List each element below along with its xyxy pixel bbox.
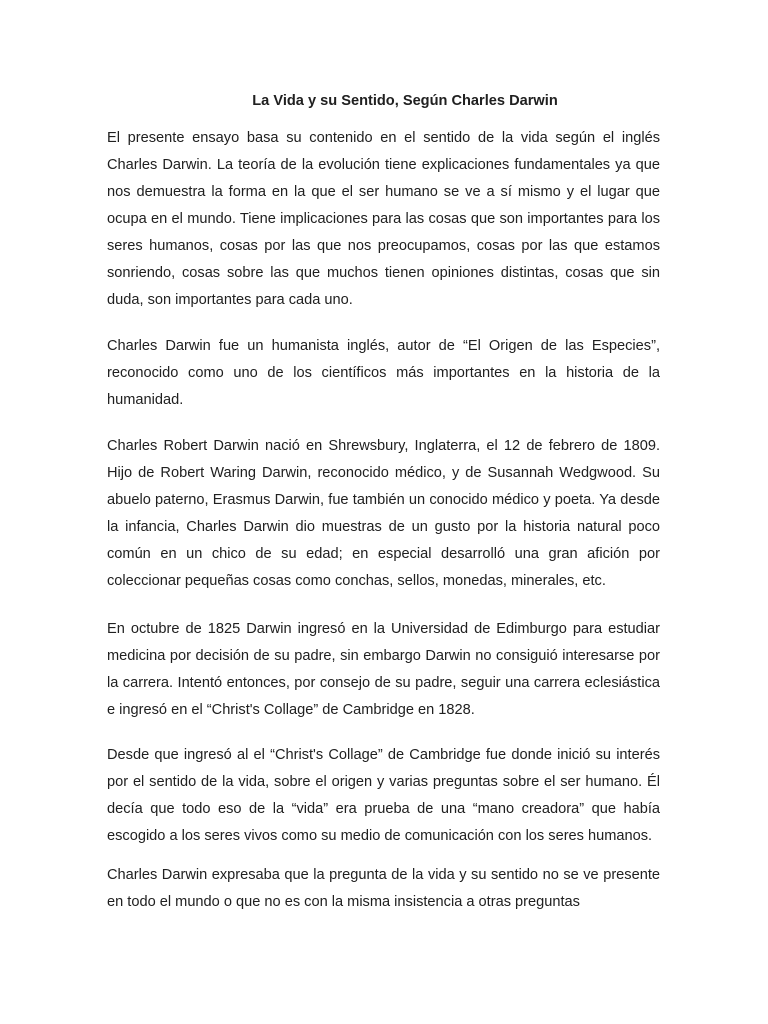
paragraph-education: En octubre de 1825 Darwin ingresó en la Universidad de Edimburgo para estudiar medicina por decisión de su padre, sin embargo Darwin no consiguió interesarse por la carrera. Intentó entonces, por consejo de su padre, seguir una carrera eclesiástica e ingresó en el “Christ's Collage” de Cambridge en 1828. [107, 621, 660, 718]
document-title: La Vida y su Sentido, Según Charles Darwin [252, 93, 558, 109]
paragraph-question: Charles Darwin expresaba que la pregunta de la vida y su sentido no se ve presente en todo el mundo o que no es con la misma insistencia a otras preguntas [107, 867, 660, 910]
paragraph-intro: El presente ensayo basa su contenido en el sentido de la vida según el inglés Charles Darwin. La teoría de la evolución tiene explicaciones fundamentales ya que nos demuestra la forma en la que el ser humano se ve a sí mismo y el lugar que ocupa en el mundo. Tiene implicaciones para las cosas que son importantes para los seres humanos, cosas por las que nos preocupamos, cosas por las que estamos sonriendo, cosas sobre las que muchos tienen opiniones distintas, cosas que sin duda, son importantes para cada uno. [107, 130, 660, 308]
paragraph-meaning-of-life: Desde que ingresó al el “Christ's Collage” de Cambridge fue donde inició su interés por el sentido de la vida, sobre el origen y varias preguntas sobre el ser humano. Él decía que todo eso de la “vida” era prueba de una “mano creadora” que había escogido a los seres vivos como su medio de comunicación con los seres humanos. [107, 747, 660, 844]
paragraph-birth: Charles Robert Darwin nació en Shrewsbury, Inglaterra, el 12 de febrero de 1809. Hijo de Robert Waring Darwin, reconocido médico, y de Susannah Wedgwood. Su abuelo paterno, Erasmus Darwin, fue también un conocido médico y poeta. Ya desde la infancia, Charles Darwin dio muestras de un gusto por la historia natural poco común en un chico de su edad; en especial desarrolló una gran afición por coleccionar pequeñas cosas como conchas, sellos, monedas, minerales, etc. [107, 438, 660, 589]
paragraph-darwin-summary: Charles Darwin fue un humanista inglés, autor de “El Origen de las Especies”, reconocido como uno de los científicos más importantes en la historia de la humanidad. [107, 338, 660, 408]
document-body [107, 125, 660, 916]
